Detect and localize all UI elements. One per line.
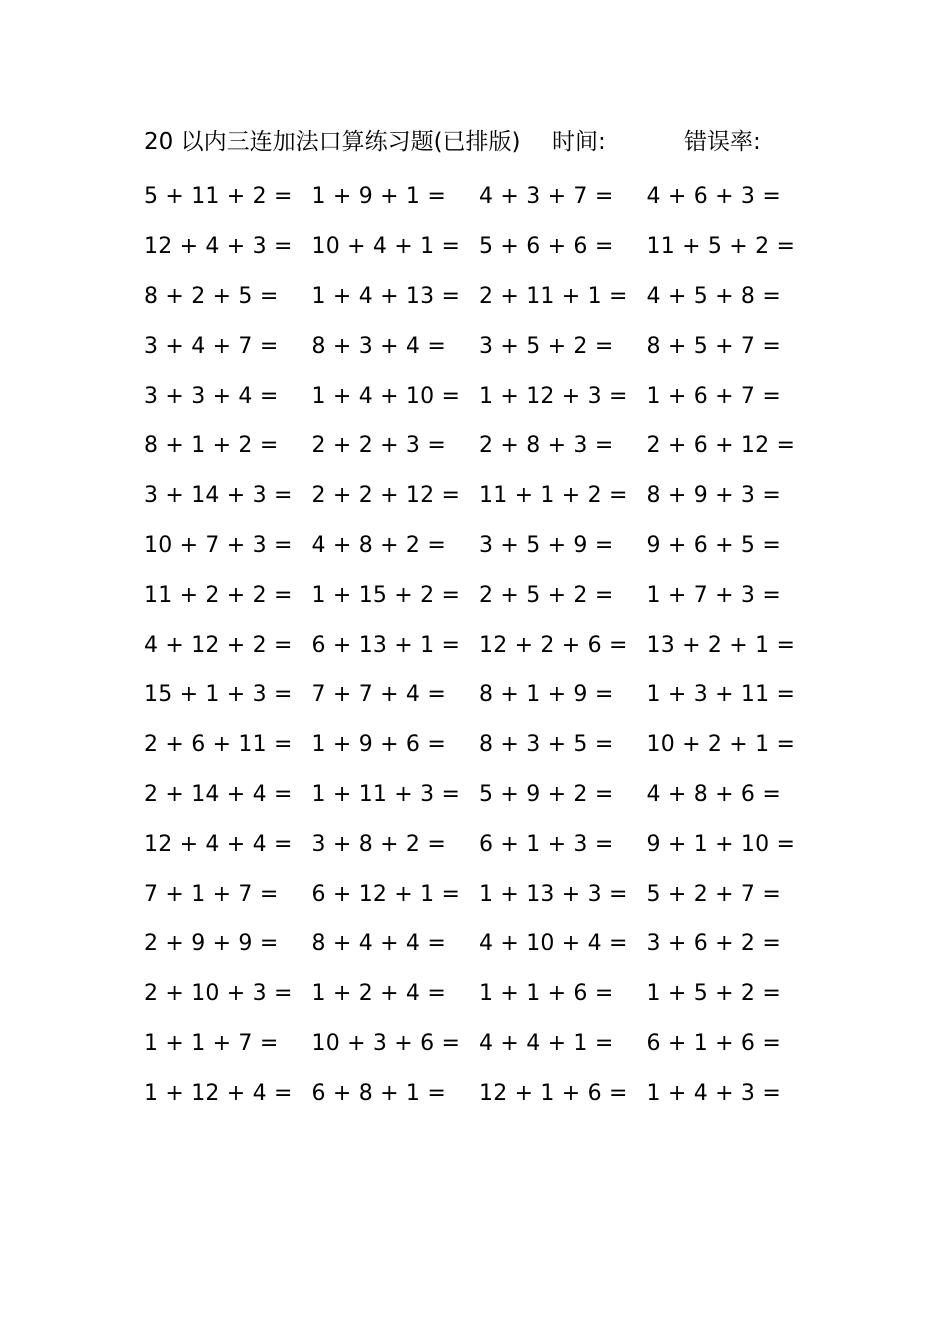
problem-item: 1 + 15 + 2 = — [311, 582, 461, 608]
problem-grid — [144, 172, 796, 1118]
problem-item: 12 + 2 + 6 = — [479, 632, 628, 658]
problem-item: 8 + 5 + 7 = — [646, 333, 781, 359]
problem-item: 6 + 8 + 1 = — [311, 1080, 446, 1106]
problem-item: 4 + 10 + 4 = — [479, 931, 628, 957]
problem-row — [144, 1019, 784, 1069]
problem-item: 11 + 5 + 2 = — [646, 234, 796, 260]
problem-item: 6 + 12 + 1 = — [311, 881, 461, 907]
problem-item: 6 + 13 + 1 = — [311, 632, 461, 658]
problem-item: 4 + 3 + 7 = — [479, 184, 614, 210]
problem-row — [144, 321, 784, 371]
problem-item: 11 + 1 + 2 = — [479, 483, 628, 509]
problem-item: 12 + 4 + 4 = — [144, 831, 293, 857]
problem-item: 1 + 13 + 3 = — [479, 881, 628, 907]
problem-item: 7 + 1 + 7 = — [144, 881, 279, 907]
problem-item: 3 + 6 + 2 = — [646, 931, 781, 957]
problem-item: 10 + 2 + 1 = — [646, 732, 796, 758]
problem-item: 9 + 1 + 10 = — [646, 831, 796, 857]
problem-item: 8 + 3 + 4 = — [311, 333, 446, 359]
problem-item: 3 + 3 + 4 = — [144, 383, 279, 409]
problem-item: 1 + 7 + 3 = — [646, 582, 781, 608]
problem-item: 8 + 3 + 5 = — [479, 732, 614, 758]
problem-item: 2 + 5 + 2 = — [479, 582, 614, 608]
problem-item: 1 + 1 + 7 = — [144, 1030, 279, 1056]
problem-item: 1 + 2 + 4 = — [311, 981, 446, 1007]
problem-item: 2 + 8 + 3 = — [479, 433, 614, 459]
problem-row — [144, 521, 784, 571]
problem-item: 3 + 8 + 2 = — [311, 831, 446, 857]
problem-item: 2 + 6 + 12 = — [646, 433, 796, 459]
problem-item: 13 + 2 + 1 = — [646, 632, 796, 658]
problem-item: 2 + 9 + 9 = — [144, 931, 279, 957]
problem-row — [144, 471, 784, 521]
problem-item: 7 + 7 + 4 = — [311, 682, 446, 708]
problem-item: 1 + 1 + 6 = — [479, 981, 614, 1007]
problem-row — [144, 371, 784, 421]
problem-item: 6 + 1 + 6 = — [646, 1030, 781, 1056]
problem-item: 5 + 9 + 2 = — [479, 781, 614, 807]
error-rate-label: 错误率: — [684, 129, 761, 155]
problem-item: 6 + 1 + 3 = — [479, 831, 614, 857]
problem-item: 1 + 4 + 10 = — [311, 383, 461, 409]
problem-item: 1 + 6 + 7 = — [646, 383, 781, 409]
problem-row — [144, 172, 784, 222]
problem-item: 2 + 11 + 1 = — [479, 283, 628, 309]
problem-item: 12 + 4 + 3 = — [144, 234, 293, 260]
problem-item: 2 + 10 + 3 = — [144, 981, 293, 1007]
problem-item: 3 + 14 + 3 = — [144, 483, 293, 509]
problem-item: 3 + 5 + 2 = — [479, 333, 614, 359]
time-label: 时间: — [552, 129, 606, 155]
problem-row — [144, 670, 796, 720]
problem-item: 1 + 12 + 3 = — [479, 383, 628, 409]
problem-item: 5 + 11 + 2 = — [144, 184, 293, 210]
problem-row — [144, 969, 784, 1019]
problem-item: 5 + 2 + 7 = — [646, 881, 781, 907]
problem-row — [144, 222, 796, 272]
problem-item: 1 + 4 + 3 = — [646, 1080, 781, 1106]
problem-item: 2 + 6 + 11 = — [144, 732, 293, 758]
problem-item: 8 + 1 + 2 = — [144, 433, 279, 459]
problem-item: 8 + 1 + 9 = — [479, 682, 614, 708]
problem-item: 1 + 9 + 1 = — [311, 184, 446, 210]
problem-row — [144, 272, 784, 322]
problem-row — [144, 869, 784, 919]
problem-item: 1 + 4 + 13 = — [311, 283, 461, 309]
problem-item: 10 + 7 + 3 = — [144, 532, 293, 558]
problem-item: 4 + 5 + 8 = — [646, 283, 781, 309]
problem-item: 3 + 4 + 7 = — [144, 333, 279, 359]
problem-row — [144, 720, 796, 770]
problem-row — [144, 421, 796, 471]
problem-item: 9 + 6 + 5 = — [646, 532, 781, 558]
problem-row — [144, 620, 796, 670]
problem-item: 11 + 2 + 2 = — [144, 582, 293, 608]
worksheet-header — [144, 124, 784, 160]
problem-row — [144, 570, 784, 620]
problem-item: 1 + 9 + 6 = — [311, 732, 446, 758]
problem-item: 1 + 12 + 4 = — [144, 1080, 293, 1106]
problem-item: 4 + 8 + 2 = — [311, 532, 446, 558]
problem-row — [144, 1068, 784, 1118]
problem-row — [144, 770, 784, 820]
problem-item: 10 + 3 + 6 = — [311, 1030, 461, 1056]
problem-item: 4 + 8 + 6 = — [646, 781, 781, 807]
problem-item: 2 + 2 + 3 = — [311, 433, 446, 459]
problem-row — [144, 919, 784, 969]
problem-item: 4 + 4 + 1 = — [479, 1030, 614, 1056]
worksheet-title: 20 以内三连加法口算练习题(已排版) — [144, 129, 521, 155]
problem-item: 5 + 6 + 6 = — [479, 234, 614, 260]
problem-item: 1 + 3 + 11 = — [646, 682, 796, 708]
problem-item: 15 + 1 + 3 = — [144, 682, 293, 708]
problem-item: 8 + 9 + 3 = — [646, 483, 781, 509]
problem-item: 8 + 4 + 4 = — [311, 931, 446, 957]
problem-item: 12 + 1 + 6 = — [479, 1080, 628, 1106]
problem-item: 1 + 11 + 3 = — [311, 781, 461, 807]
problem-item: 2 + 2 + 12 = — [311, 483, 461, 509]
problem-item: 8 + 2 + 5 = — [144, 283, 279, 309]
problem-item: 4 + 12 + 2 = — [144, 632, 293, 658]
problem-row — [144, 819, 796, 869]
problem-item: 1 + 5 + 2 = — [646, 981, 781, 1007]
problem-item: 3 + 5 + 9 = — [479, 532, 614, 558]
problem-item: 2 + 14 + 4 = — [144, 781, 293, 807]
problem-item: 10 + 4 + 1 = — [311, 234, 461, 260]
problem-item: 4 + 6 + 3 = — [646, 184, 781, 210]
